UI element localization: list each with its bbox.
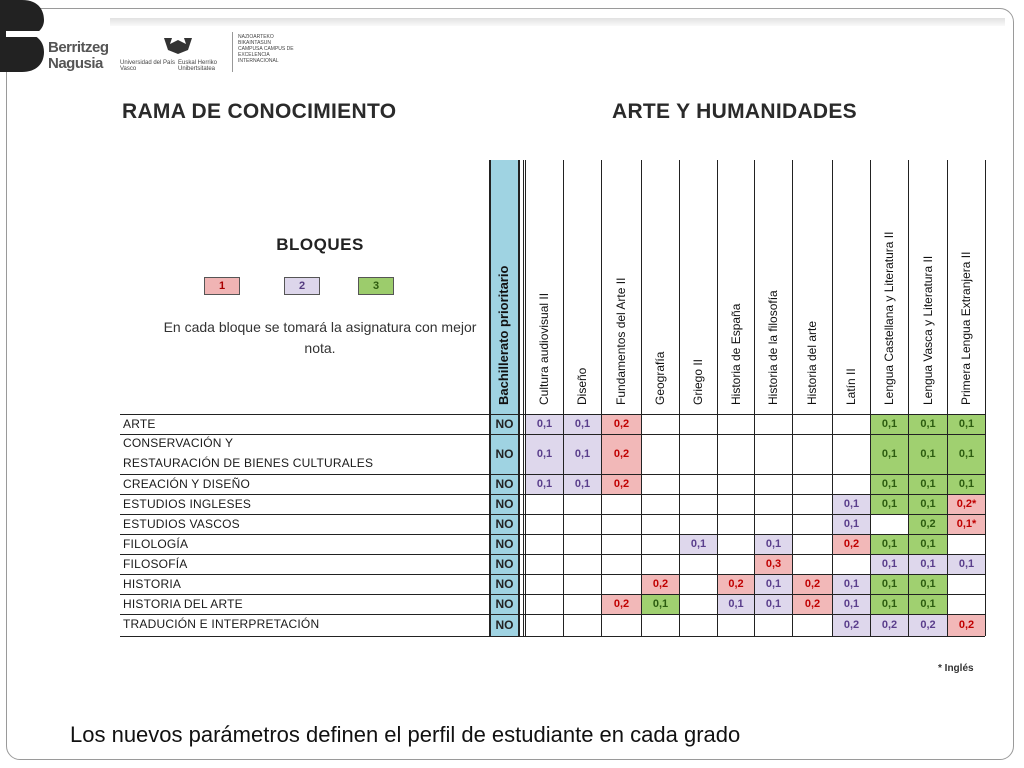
- weight-cell: 0,1: [871, 555, 908, 574]
- weight-cell: 0,1: [833, 595, 870, 614]
- upv-emblem-icon: [158, 34, 198, 56]
- weight-cell: 0,1: [948, 415, 985, 434]
- priority-column-header: Bachillerato prioritario: [496, 265, 511, 405]
- university-logos: [120, 28, 300, 76]
- weight-cell: 0,2: [602, 595, 641, 614]
- row-label: HISTORIA DEL ARTE: [123, 597, 243, 611]
- priority-value: NO: [495, 417, 514, 431]
- weight-cell: 0,1: [755, 535, 792, 554]
- weight-cell: 0,1: [909, 435, 947, 474]
- weight-cell: 0,2: [602, 435, 641, 474]
- weight-cell: 0,1: [871, 535, 908, 554]
- column-header-11: Lengua Vasca y Literatura II: [921, 255, 935, 405]
- priority-value: NO: [495, 557, 514, 571]
- weight-cell: 0,1: [871, 415, 908, 434]
- row-divider: [120, 554, 985, 555]
- weight-cell: 0,2: [793, 595, 832, 614]
- column-header-1: Cultura audiovisual II: [537, 292, 551, 405]
- bloques-swatches: [160, 277, 480, 299]
- column-header-4: Geografía: [653, 351, 667, 405]
- weight-cell: 0,1: [526, 435, 563, 474]
- column-header-10: Lengua Castellana y Literatura II: [882, 231, 896, 405]
- weight-cell: 0,1: [871, 575, 908, 594]
- bloques-title: BLOQUES: [276, 235, 364, 254]
- row-label: CREACIÓN Y DISEÑO: [123, 477, 250, 491]
- weight-cell: 0,1: [909, 595, 947, 614]
- brand-text: [48, 40, 109, 72]
- column-header-12: Primera Lengua Extranjera II: [959, 251, 973, 405]
- column-header-7: Historia de la filosofía: [766, 290, 780, 405]
- column-header-5: Griego II: [691, 358, 705, 405]
- row-label: HISTORIA: [123, 577, 182, 591]
- column-header-3: Fundamentos del Arte II: [614, 277, 628, 405]
- weight-cell: 0,1: [871, 595, 908, 614]
- priority-value: NO: [495, 477, 514, 491]
- column-divider: [563, 160, 564, 636]
- column-divider: [641, 160, 642, 636]
- weight-cell: 0,2: [718, 575, 754, 594]
- weight-cell: 0,1: [871, 495, 908, 514]
- priority-value: NO: [495, 577, 514, 591]
- row-divider: [120, 636, 985, 637]
- brand-line-1: Berritzeg: [48, 39, 109, 56]
- row-label: ARTE: [123, 417, 156, 431]
- weight-cell: 0,2: [833, 615, 870, 636]
- weight-cell: 0,1: [909, 535, 947, 554]
- weight-cell: 0,2: [602, 475, 641, 494]
- weight-cell: 0,1: [871, 435, 908, 474]
- row-label: TRADUCIÓN E INTERPRETACIÓN: [123, 617, 320, 631]
- column-divider: [525, 160, 526, 636]
- weight-cell: 0,1: [833, 515, 870, 534]
- weight-cell: 0,2*: [948, 495, 985, 514]
- weight-cell: 0,2: [909, 615, 947, 636]
- weight-cell: 0,1: [755, 575, 792, 594]
- weight-cell: 0,1: [909, 495, 947, 514]
- column-divider: [985, 160, 986, 636]
- column-divider: [523, 160, 524, 636]
- weight-cell: 0,2: [871, 615, 908, 636]
- weight-cell: 0,1: [833, 495, 870, 514]
- weight-cell: 0,2: [833, 535, 870, 554]
- bloque-3-swatch: 3: [358, 277, 394, 295]
- weight-cell: 0,1: [909, 475, 947, 494]
- weight-cell: 0,1: [948, 435, 985, 474]
- row-label: FILOSOFÍA: [123, 557, 188, 571]
- column-header-2: Diseño: [575, 367, 589, 405]
- weight-cell: 0,3: [755, 555, 792, 574]
- row-label: FILOLOGÍA: [123, 537, 189, 551]
- column-divider: [601, 160, 602, 636]
- weight-cell: 0,1: [909, 555, 947, 574]
- brand-line-2: Nagusia: [48, 55, 103, 72]
- footnote: * Inglés: [938, 663, 974, 674]
- weight-cell: 0,1: [833, 575, 870, 594]
- weight-cell: 0,1: [526, 415, 563, 434]
- column-header-6: Historia de España: [729, 303, 743, 405]
- berritzegune-logo-icon: [0, 0, 44, 72]
- slide-caption: Los nuevos parámetros definen el perfil de estudiante en cada grado: [70, 722, 741, 747]
- logo-divider: [232, 32, 233, 72]
- bloques-legend: [160, 235, 480, 359]
- bloques-note: En cada bloque se tomará la asignatura con mejor nota.: [163, 319, 477, 356]
- weight-cell: 0,2: [948, 615, 985, 636]
- column-divider: [679, 160, 680, 636]
- priority-value: NO: [495, 447, 514, 461]
- weight-cell: 0,2: [642, 575, 679, 594]
- column-divider: [792, 160, 793, 636]
- weight-cell: 0,2: [602, 415, 641, 434]
- row-label: CONSERVACIÓN Y: [123, 436, 234, 450]
- campus-label: NAZIOARTEKO BIKAINTASUN CAMPUSA CAMPUS DE EXCELENCIA INTERNACIONAL: [238, 34, 294, 64]
- weight-cell: 0,1: [909, 415, 947, 434]
- rama-title: RAMA DE CONOCIMIENTO: [122, 100, 397, 123]
- priority-value: NO: [495, 497, 514, 511]
- header-bar: [110, 18, 1005, 26]
- priority-value: NO: [495, 517, 514, 531]
- weight-cell: 0,1: [564, 475, 601, 494]
- bloque-2-swatch: 2: [284, 277, 320, 295]
- column-header-8: Historia del arte: [805, 320, 819, 405]
- weight-cell: 0,1*: [948, 515, 985, 534]
- weight-cell: 0,2: [793, 575, 832, 594]
- column-header-9: Latín II: [844, 368, 858, 405]
- column-divider: [717, 160, 718, 636]
- row-label: ESTUDIOS VASCOS: [123, 517, 240, 531]
- weight-cell: 0,1: [526, 475, 563, 494]
- column-divider: [832, 160, 833, 636]
- row-label: RESTAURACIÓN DE BIENES CULTURALES: [123, 456, 374, 470]
- priority-value: NO: [495, 597, 514, 611]
- bloque-1-swatch: 1: [204, 277, 240, 295]
- weight-cell: 0,1: [680, 535, 717, 554]
- weight-cell: 0,1: [718, 595, 754, 614]
- row-label: ESTUDIOS INGLESES: [123, 497, 252, 511]
- rama-value: ARTE Y HUMANIDADES: [612, 100, 857, 123]
- university-name-es: Universidad del País Vasco: [120, 60, 176, 72]
- weight-cell: 0,1: [948, 475, 985, 494]
- weight-cell: 0,2: [909, 515, 947, 534]
- weight-cell: 0,1: [642, 595, 679, 614]
- weight-cell: 0,1: [909, 575, 947, 594]
- priority-value: NO: [495, 618, 514, 632]
- priority-value: NO: [495, 537, 514, 551]
- weight-cell: 0,1: [564, 415, 601, 434]
- weight-cell: 0,1: [871, 475, 908, 494]
- university-name-eu: Euskal Herriko Unibertsitatea: [178, 60, 218, 72]
- weight-cell: 0,1: [755, 595, 792, 614]
- weight-cell: 0,1: [948, 555, 985, 574]
- weight-cell: 0,1: [564, 435, 601, 474]
